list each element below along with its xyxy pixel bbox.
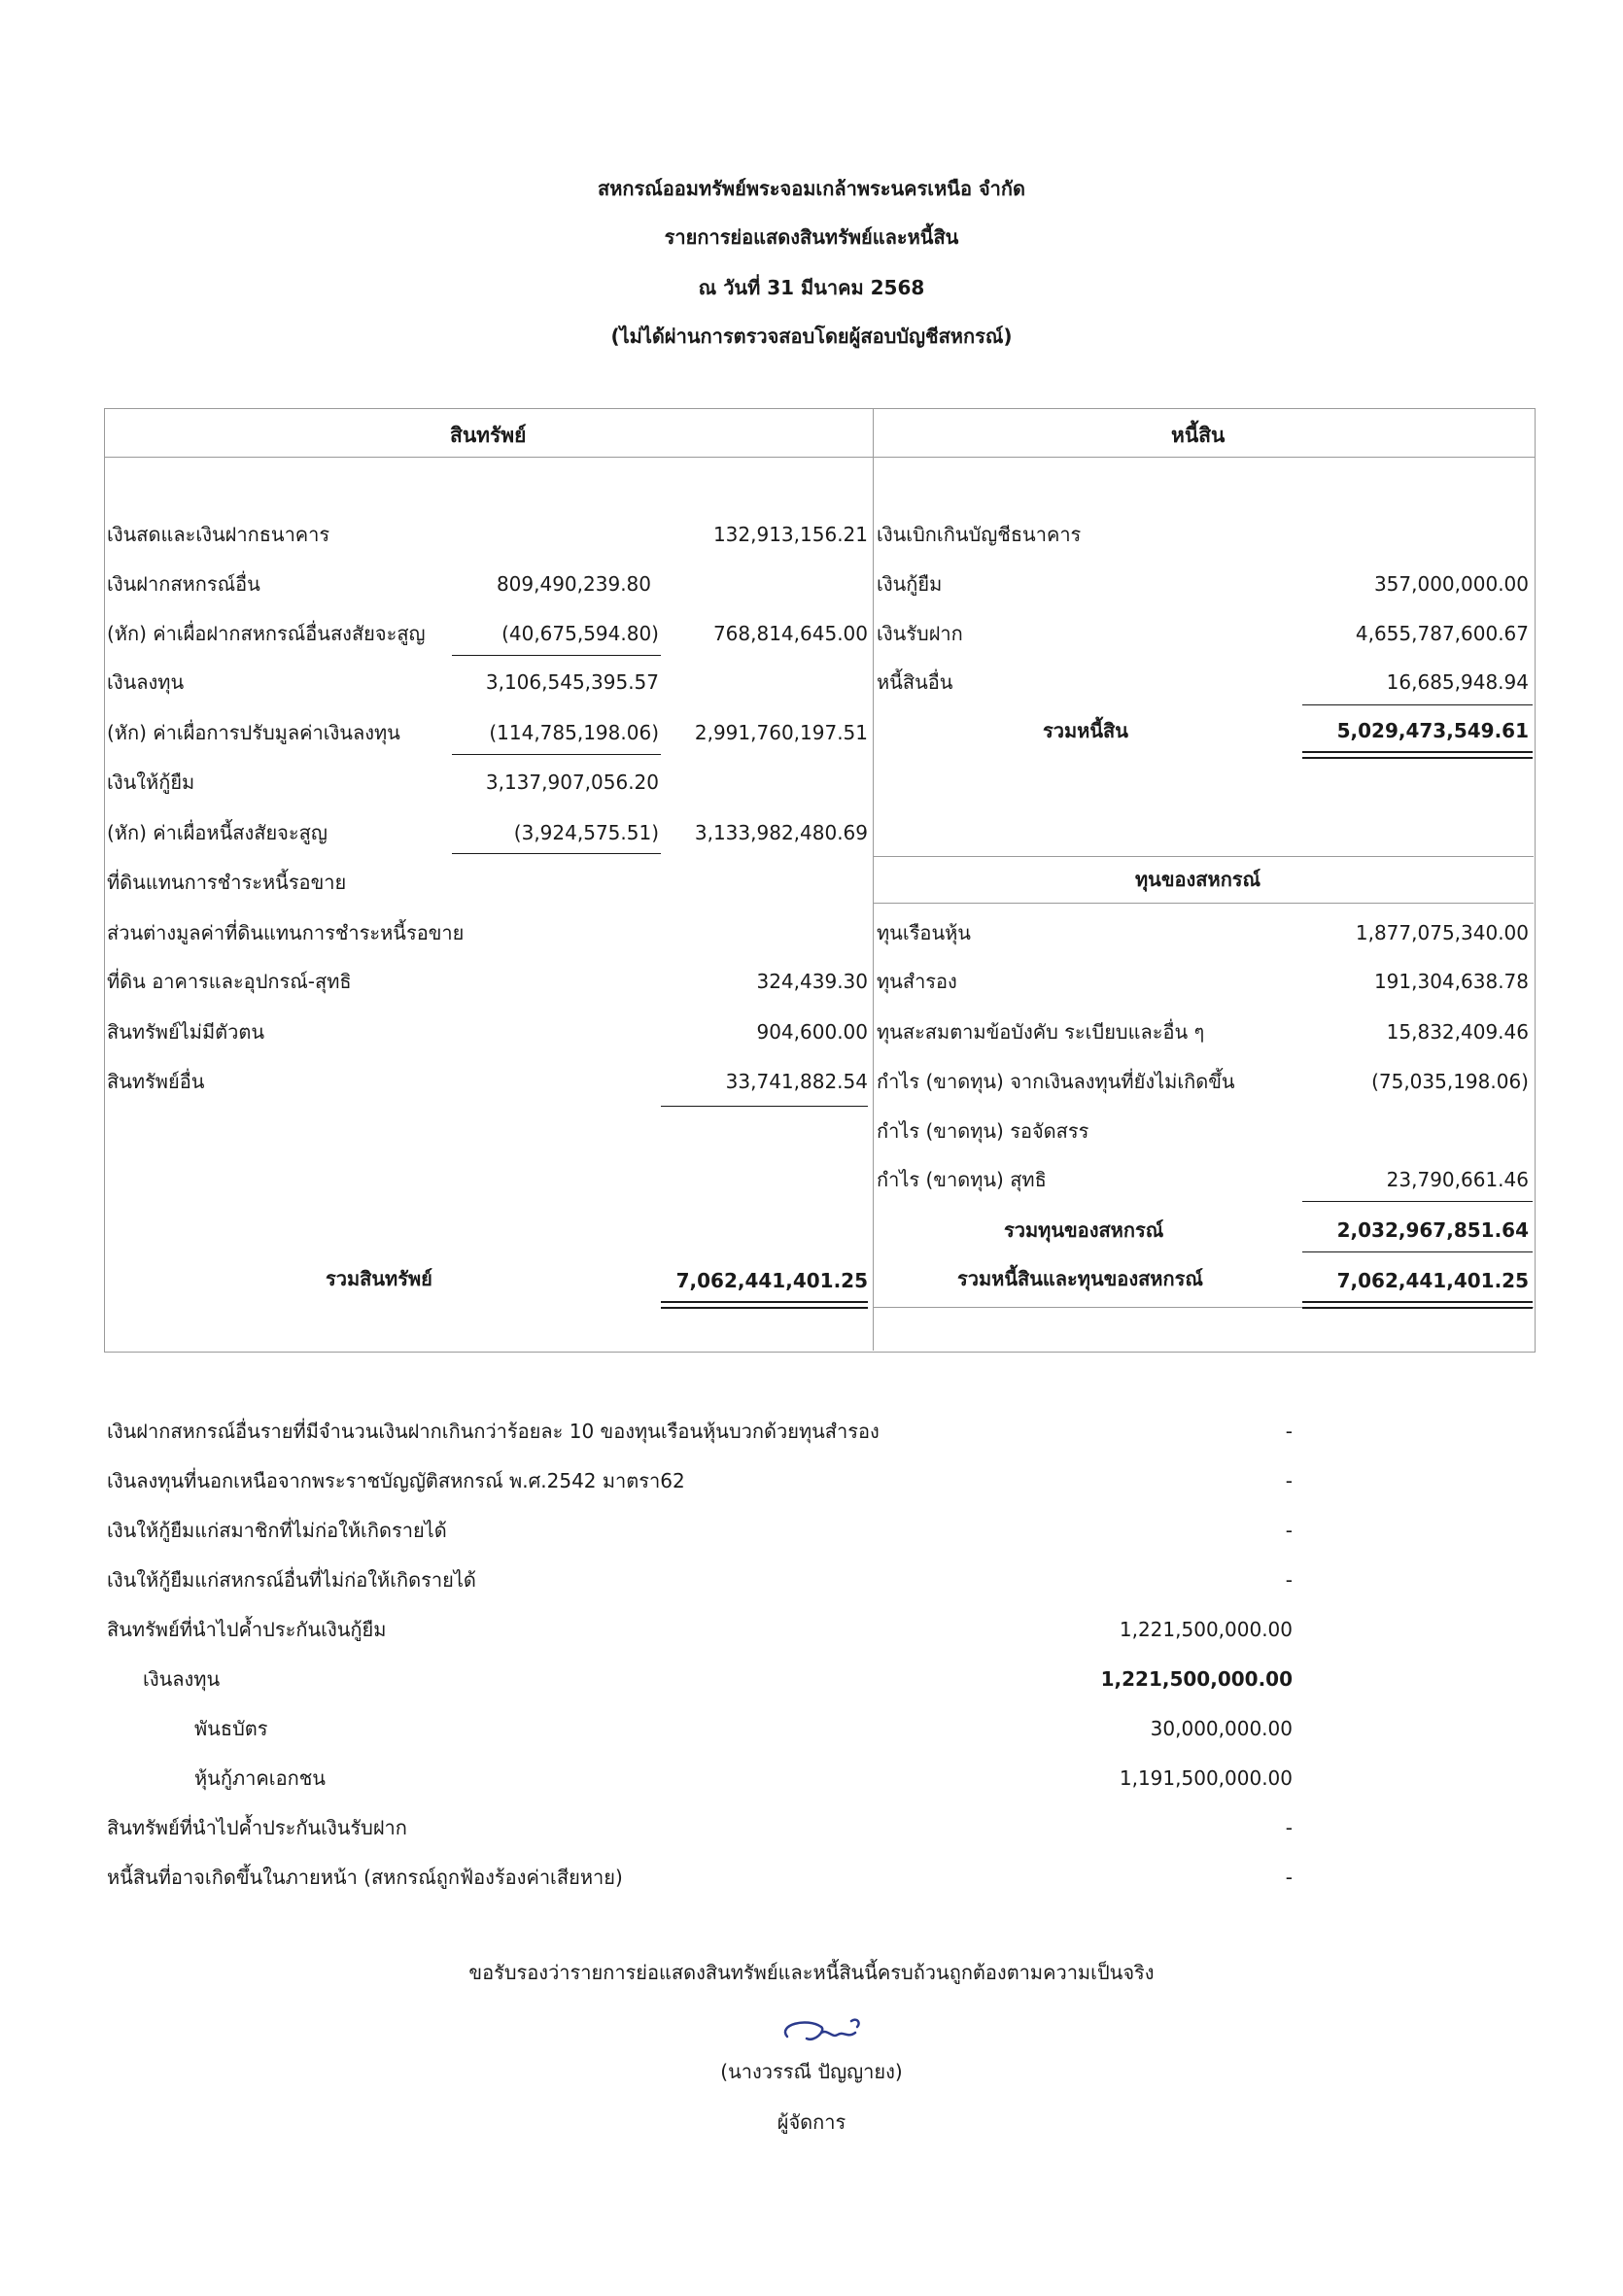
asset-row-label: เงินสดและเงินฝากธนาคาร bbox=[107, 523, 330, 546]
equity-row-value: 1,877,075,340.00 bbox=[1355, 921, 1529, 944]
grand-total-double-underline bbox=[1302, 1307, 1533, 1309]
signer-position: ผู้จัดการ bbox=[777, 2110, 846, 2134]
report-date: ณ วันที่ 31 มีนาคม 2568 bbox=[698, 276, 925, 299]
equity-row-label: กำไร (ขาดทุน) สุทธิ bbox=[877, 1168, 1047, 1191]
grand-total-underline bbox=[1302, 1301, 1533, 1303]
header-divider bbox=[104, 457, 1535, 458]
total-liabilities-double-underline bbox=[1302, 757, 1533, 759]
note-value: 1,191,500,000.00 bbox=[1119, 1766, 1293, 1790]
liability-row-label: เงินกู้ยืม bbox=[877, 572, 943, 596]
equity-row-value: 191,304,638.78 bbox=[1373, 970, 1529, 993]
asset-row-label: สินทรัพย์ไม่มีตัวตน bbox=[107, 1020, 265, 1044]
total-liabilities-underline bbox=[1302, 751, 1533, 753]
note-value: - bbox=[1285, 1420, 1293, 1443]
asset-row-total: 768,814,645.00 bbox=[712, 622, 868, 645]
asset-row-sub: 3,137,907,056.20 bbox=[485, 771, 659, 794]
note-label: เงินฝากสหกรณ์อื่นรายที่มีจำนวนเงินฝากเกินกว่าร้อยละ 10 ของทุนเรือนหุ้นบวกด้วยทุนสำรอง bbox=[107, 1420, 880, 1443]
equity-row-value: (75,035,198.06) bbox=[1371, 1070, 1529, 1093]
asset-row-label: เงินฝากสหกรณ์อื่น bbox=[107, 572, 260, 596]
asset-row-sub: (40,675,594.80) bbox=[501, 622, 659, 645]
subtotal-underline bbox=[1302, 1251, 1533, 1252]
equity-divider-top bbox=[873, 856, 1534, 857]
note-value: - bbox=[1285, 1866, 1293, 1889]
subtotal-underline bbox=[1302, 1201, 1533, 1202]
note-label: เงินให้กู้ยืมแก่สมาชิกที่ไม่ก่อให้เกิดรายได้ bbox=[107, 1519, 447, 1542]
signer-name: (นางวรรณี ปัญญายง) bbox=[720, 2060, 903, 2083]
subtotal-underline bbox=[452, 754, 661, 755]
subtotal-underline bbox=[452, 655, 661, 656]
equity-row-label: กำไร (ขาดทุน) จากเงินลงทุนที่ยังไม่เกิดขึ้น bbox=[877, 1070, 1235, 1093]
asset-row-label: เงินให้กู้ยืม bbox=[107, 771, 195, 794]
subtotal-underline bbox=[661, 1106, 868, 1107]
equity-row-label: ทุนสำรอง bbox=[877, 970, 957, 993]
equity-divider-bottom bbox=[873, 903, 1534, 904]
asset-row-total: 3,133,982,480.69 bbox=[694, 821, 868, 844]
note-label: สินทรัพย์ที่นำไปค้ำประกันเงินกู้ยืม bbox=[107, 1618, 387, 1641]
note-value: - bbox=[1285, 1816, 1293, 1839]
liability-row-label: เงินเบิกเกินบัญชีธนาคาร bbox=[877, 523, 1082, 546]
total-liabilities-label: รวมหนี้สิน bbox=[1043, 719, 1128, 742]
asset-row-label: ที่ดิน อาคารและอุปกรณ์-สุทธิ bbox=[107, 970, 352, 993]
asset-row-total: 904,600.00 bbox=[756, 1020, 868, 1044]
asset-row-label: (หัก) ค่าเผื่อการปรับมูลค่าเงินลงทุน bbox=[107, 721, 400, 744]
liability-row-value: 4,655,787,600.67 bbox=[1355, 622, 1529, 645]
note-value: - bbox=[1285, 1568, 1293, 1592]
asset-row-sub: (3,924,575.51) bbox=[513, 821, 659, 844]
asset-row-label: สินทรัพย์อื่น bbox=[107, 1070, 205, 1093]
note-label: พันธบัตร bbox=[194, 1717, 268, 1740]
signature-image bbox=[768, 2000, 884, 2058]
certification-text: ขอรับรองว่ารายการย่อแสดงสินทรัพย์และหนี้สินนี้ครบถ้วนถูกต้องตามความเป็นจริง bbox=[468, 1961, 1155, 1984]
liability-row-label: หนี้สินอื่น bbox=[877, 670, 953, 694]
total-equity-value: 2,032,967,851.64 bbox=[1336, 1218, 1529, 1242]
note-label: เงินลงทุน bbox=[143, 1667, 221, 1691]
equity-row-value: 23,790,661.46 bbox=[1386, 1168, 1529, 1191]
liabilities-heading: หนี้สิน bbox=[1171, 424, 1226, 447]
note-label: เงินลงทุนที่นอกเหนือจากพระราชบัญญัติสหกรณ์ พ.ศ.2542 มาตรา62 bbox=[107, 1469, 685, 1492]
total-assets-label: รวมสินทรัพย์ bbox=[326, 1267, 432, 1290]
asset-row-total: 324,439.30 bbox=[756, 970, 868, 993]
asset-row-total: 132,913,156.21 bbox=[712, 523, 868, 546]
equity-row-label: ทุนสะสมตามข้อบังคับ ระเบียบและอื่น ๆ bbox=[877, 1020, 1205, 1044]
equity-row-value: 15,832,409.46 bbox=[1386, 1020, 1529, 1044]
liability-row-value: 16,685,948.94 bbox=[1386, 670, 1529, 694]
total-assets-double-underline bbox=[661, 1307, 868, 1309]
total-assets-underline bbox=[661, 1301, 868, 1303]
liability-row-value: 357,000,000.00 bbox=[1373, 572, 1529, 596]
report-title: รายการย่อแสดงสินทรัพย์และหนี้สิน bbox=[664, 225, 959, 249]
equity-row-label: กำไร (ขาดทุน) รอจัดสรร bbox=[877, 1119, 1089, 1143]
note-value: 1,221,500,000.00 bbox=[1119, 1618, 1293, 1641]
subtotal-underline bbox=[1302, 704, 1533, 705]
note-label: เงินให้กู้ยืมแก่สหกรณ์อื่นที่ไม่ก่อให้เกิดรายได้ bbox=[107, 1568, 476, 1592]
org-name: สหกรณ์ออมทรัพย์พระจอมเกล้าพระนครเหนือ จำกัด bbox=[597, 177, 1026, 200]
note-value: - bbox=[1285, 1519, 1293, 1542]
asset-row-label: (หัก) ค่าเผื่อฝากสหกรณ์อื่นสงสัยจะสูญ bbox=[107, 622, 426, 645]
note-value: - bbox=[1285, 1469, 1293, 1492]
note-label: หุ้นกู้ภาคเอกชน bbox=[194, 1766, 326, 1790]
asset-row-sub: (114,785,198.06) bbox=[489, 721, 659, 744]
note-label: สินทรัพย์ที่นำไปค้ำประกันเงินรับฝาก bbox=[107, 1816, 407, 1839]
subtotal-underline bbox=[452, 853, 661, 854]
equity-heading: ทุนของสหกรณ์ bbox=[1135, 868, 1261, 891]
total-equity-label: รวมทุนของสหกรณ์ bbox=[1004, 1218, 1164, 1242]
asset-row-sub: 3,106,545,395.57 bbox=[485, 670, 659, 694]
grand-total-label: รวมหนี้สินและทุนของสหกรณ์ bbox=[957, 1267, 1203, 1290]
asset-row-label: ส่วนต่างมูลค่าที่ดินแทนการชำระหนี้รอขาย bbox=[107, 921, 465, 944]
asset-row-total: 33,741,882.54 bbox=[725, 1070, 868, 1093]
total-liabilities-value: 5,029,473,549.61 bbox=[1336, 719, 1529, 742]
assets-heading: สินทรัพย์ bbox=[450, 424, 527, 447]
note-value: 1,221,500,000.00 bbox=[1100, 1667, 1293, 1691]
asset-row-label: (หัก) ค่าเผื่อหนี้สงสัยจะสูญ bbox=[107, 821, 328, 844]
asset-row-total: 2,991,760,197.51 bbox=[694, 721, 868, 744]
note-value: 30,000,000.00 bbox=[1150, 1717, 1293, 1740]
liability-row-label: เงินรับฝาก bbox=[877, 622, 963, 645]
asset-row-label: เงินลงทุน bbox=[107, 670, 185, 694]
note-label: หนี้สินที่อาจเกิดขึ้นในภายหน้า (สหกรณ์ถูกฟ้องร้องค่าเสียหาย) bbox=[107, 1866, 623, 1889]
asset-row-label: ที่ดินแทนการชำระหนี้รอขาย bbox=[107, 871, 347, 894]
grand-total-value: 7,062,441,401.25 bbox=[1336, 1269, 1529, 1292]
total-assets-value: 7,062,441,401.25 bbox=[675, 1269, 868, 1292]
column-divider bbox=[873, 408, 874, 1351]
equity-row-label: ทุนเรือนหุ้น bbox=[877, 921, 971, 944]
asset-row-sub: 809,490,239.80 bbox=[496, 572, 651, 596]
audit-note: (ไม่ได้ผ่านการตรวจสอบโดยผู้สอบบัญชีสหกรณ์) bbox=[610, 325, 1013, 348]
